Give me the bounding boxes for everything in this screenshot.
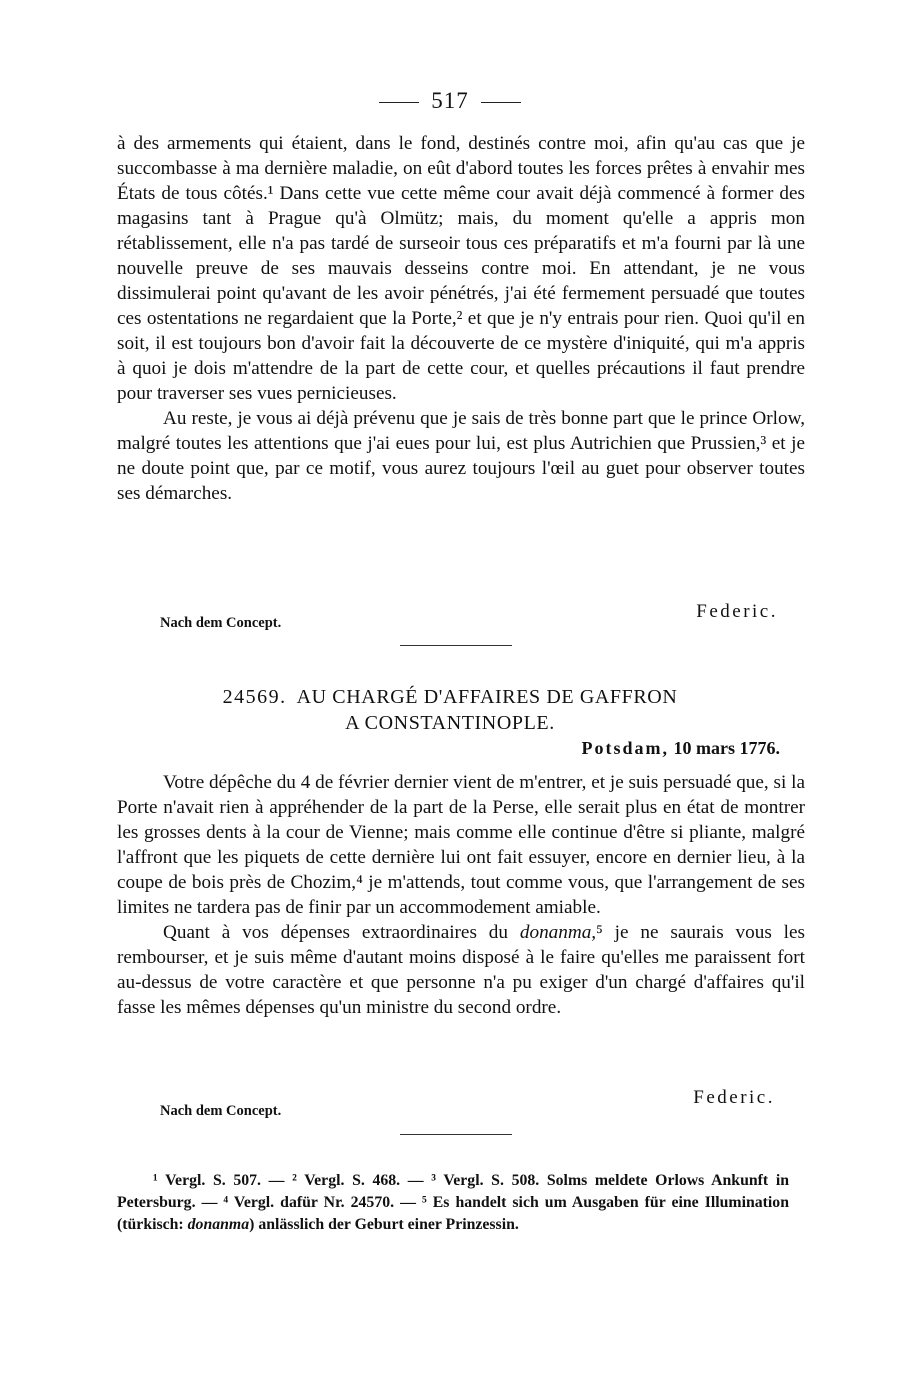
page-header	[0, 88, 900, 114]
letter2-source-note: Nach dem Concept.	[160, 1103, 282, 1119]
letter1-body	[117, 131, 805, 506]
letter2-title-line2: A CONSTANTINOPLE.	[345, 712, 555, 734]
letter2-signature: Federic.	[693, 1087, 775, 1108]
letter2-paragraph-2	[117, 920, 805, 1020]
letter2-paragraph-1: Votre dépêche du 4 de février dernier vient de m'entrer, et je suis persuadé que, si la Porte n'avait rien à appréhender de la part de la Perse, elle serait plus en état de montrer les grosses dents à la cour de Vienne; mais comme elle continue d'être si pliante, malgré l'affront que les piquets de cette dernière lui ont fait essuyer, encore en dernier lieu, à la coupe de bois près de Chozim,⁴ je m'attends, tout comme vous, que l'arrangement de ses limites ne tardera pas de finir par un accommodement amiable.	[117, 772, 805, 918]
letter2-body	[117, 770, 805, 1020]
letter1-paragraph-1: à des armements qui étaient, dans le fond, destinés contre moi, afin qu'au cas que je succombasse à ma dernière maladie, on eût d'abord toutes les forces prêtes à envahir mes États de tous côtés.¹ Dans cette vue cette même cour avait déjà commencé à former des magasins tant à Prague qu'à Olmütz; mais, du moment qu'elle a appris mon rétablissement, elle n'a pas tardé de surseoir tous ces préparatifs et m'a fourni par là une nouvelle preuve de ses mauvais desseins contre moi. En attendant, je ne vous dissimulerai point qu'avant de les avoir pénétrés, j'ai été fermement persuadé que toutes ces ostentations ne regardaient que la Porte,² et que je n'y entrais pour rien. Quoi qu'il en soit, il est toujours bon d'avoir fait la découverte de ce mystère d'iniquité, qui m'a appris à quoi je dois m'attendre de la part de cette cour, et quelles précautions il faut prendre pour traverser ses vues pernicieuses.	[117, 133, 805, 404]
footnotes-end: ) anlässlich der Geburt einer Prinzessin.	[249, 1216, 519, 1233]
letter2-number: 24569.	[222, 686, 287, 708]
letter2-date: 10 mars 1776.	[673, 738, 780, 758]
section-divider	[400, 645, 512, 646]
letter2-place-date	[582, 738, 781, 759]
footnotes	[117, 1170, 789, 1236]
footnotes-start: ¹ Vergl. S. 507. — ² Vergl. S. 468. — ³ Vergl. S. 508. Solms meldete Orlows Ankunft in Petersburg. — ⁴ Vergl. dafür Nr. 24570. — ⁵ Es handelt sich um Ausgaben für eine Illumination (türkisch:	[117, 1172, 789, 1233]
letter1-signature: Federic.	[696, 601, 778, 622]
footnotes-italic-term: donanma	[187, 1216, 250, 1233]
footnote-divider	[400, 1134, 512, 1135]
letter2-place: Potsdam,	[581, 738, 669, 758]
letter2-paragraph-2-start: Quant à vos dépenses extraordinaires du	[163, 922, 520, 943]
letter1-paragraph-2: Au reste, je vous ai déjà prévenu que je sais de très bonne part que le prince Orlow, malgré toutes les attentions que j'ai eues pour lui, est plus Autrichien que Prussien,³ et je ne doute point que, par ce motif, vous aurez toujours l'œil au guet pour observer toutes ses démarches.	[117, 408, 805, 504]
footnotes-text	[117, 1170, 789, 1236]
page-number: 517	[431, 88, 469, 113]
letter2-heading	[150, 684, 750, 736]
letter2-title-line1-row	[150, 684, 750, 710]
letter2-title-line1: AU CHARGÉ D'AFFAIRES DE GAFFRON	[296, 686, 678, 708]
letter2-paragraph-2-italic: donanma,	[519, 922, 597, 943]
letter2-paragraph-2-end: ⁵ je ne saurais vous les rembourser, et je suis même d'autant moins disposé à le faire qu'elles me paraissent fort au-dessus de votre caractère et que personne n'a pu exiger d'un chargé d'affaires qu'il fasse les mêmes dépenses qu'un ministre du second ordre.	[117, 922, 805, 1018]
header-rule-left	[379, 102, 419, 103]
letter1-source-note: Nach dem Concept.	[160, 615, 282, 631]
header-rule-right	[481, 102, 521, 103]
